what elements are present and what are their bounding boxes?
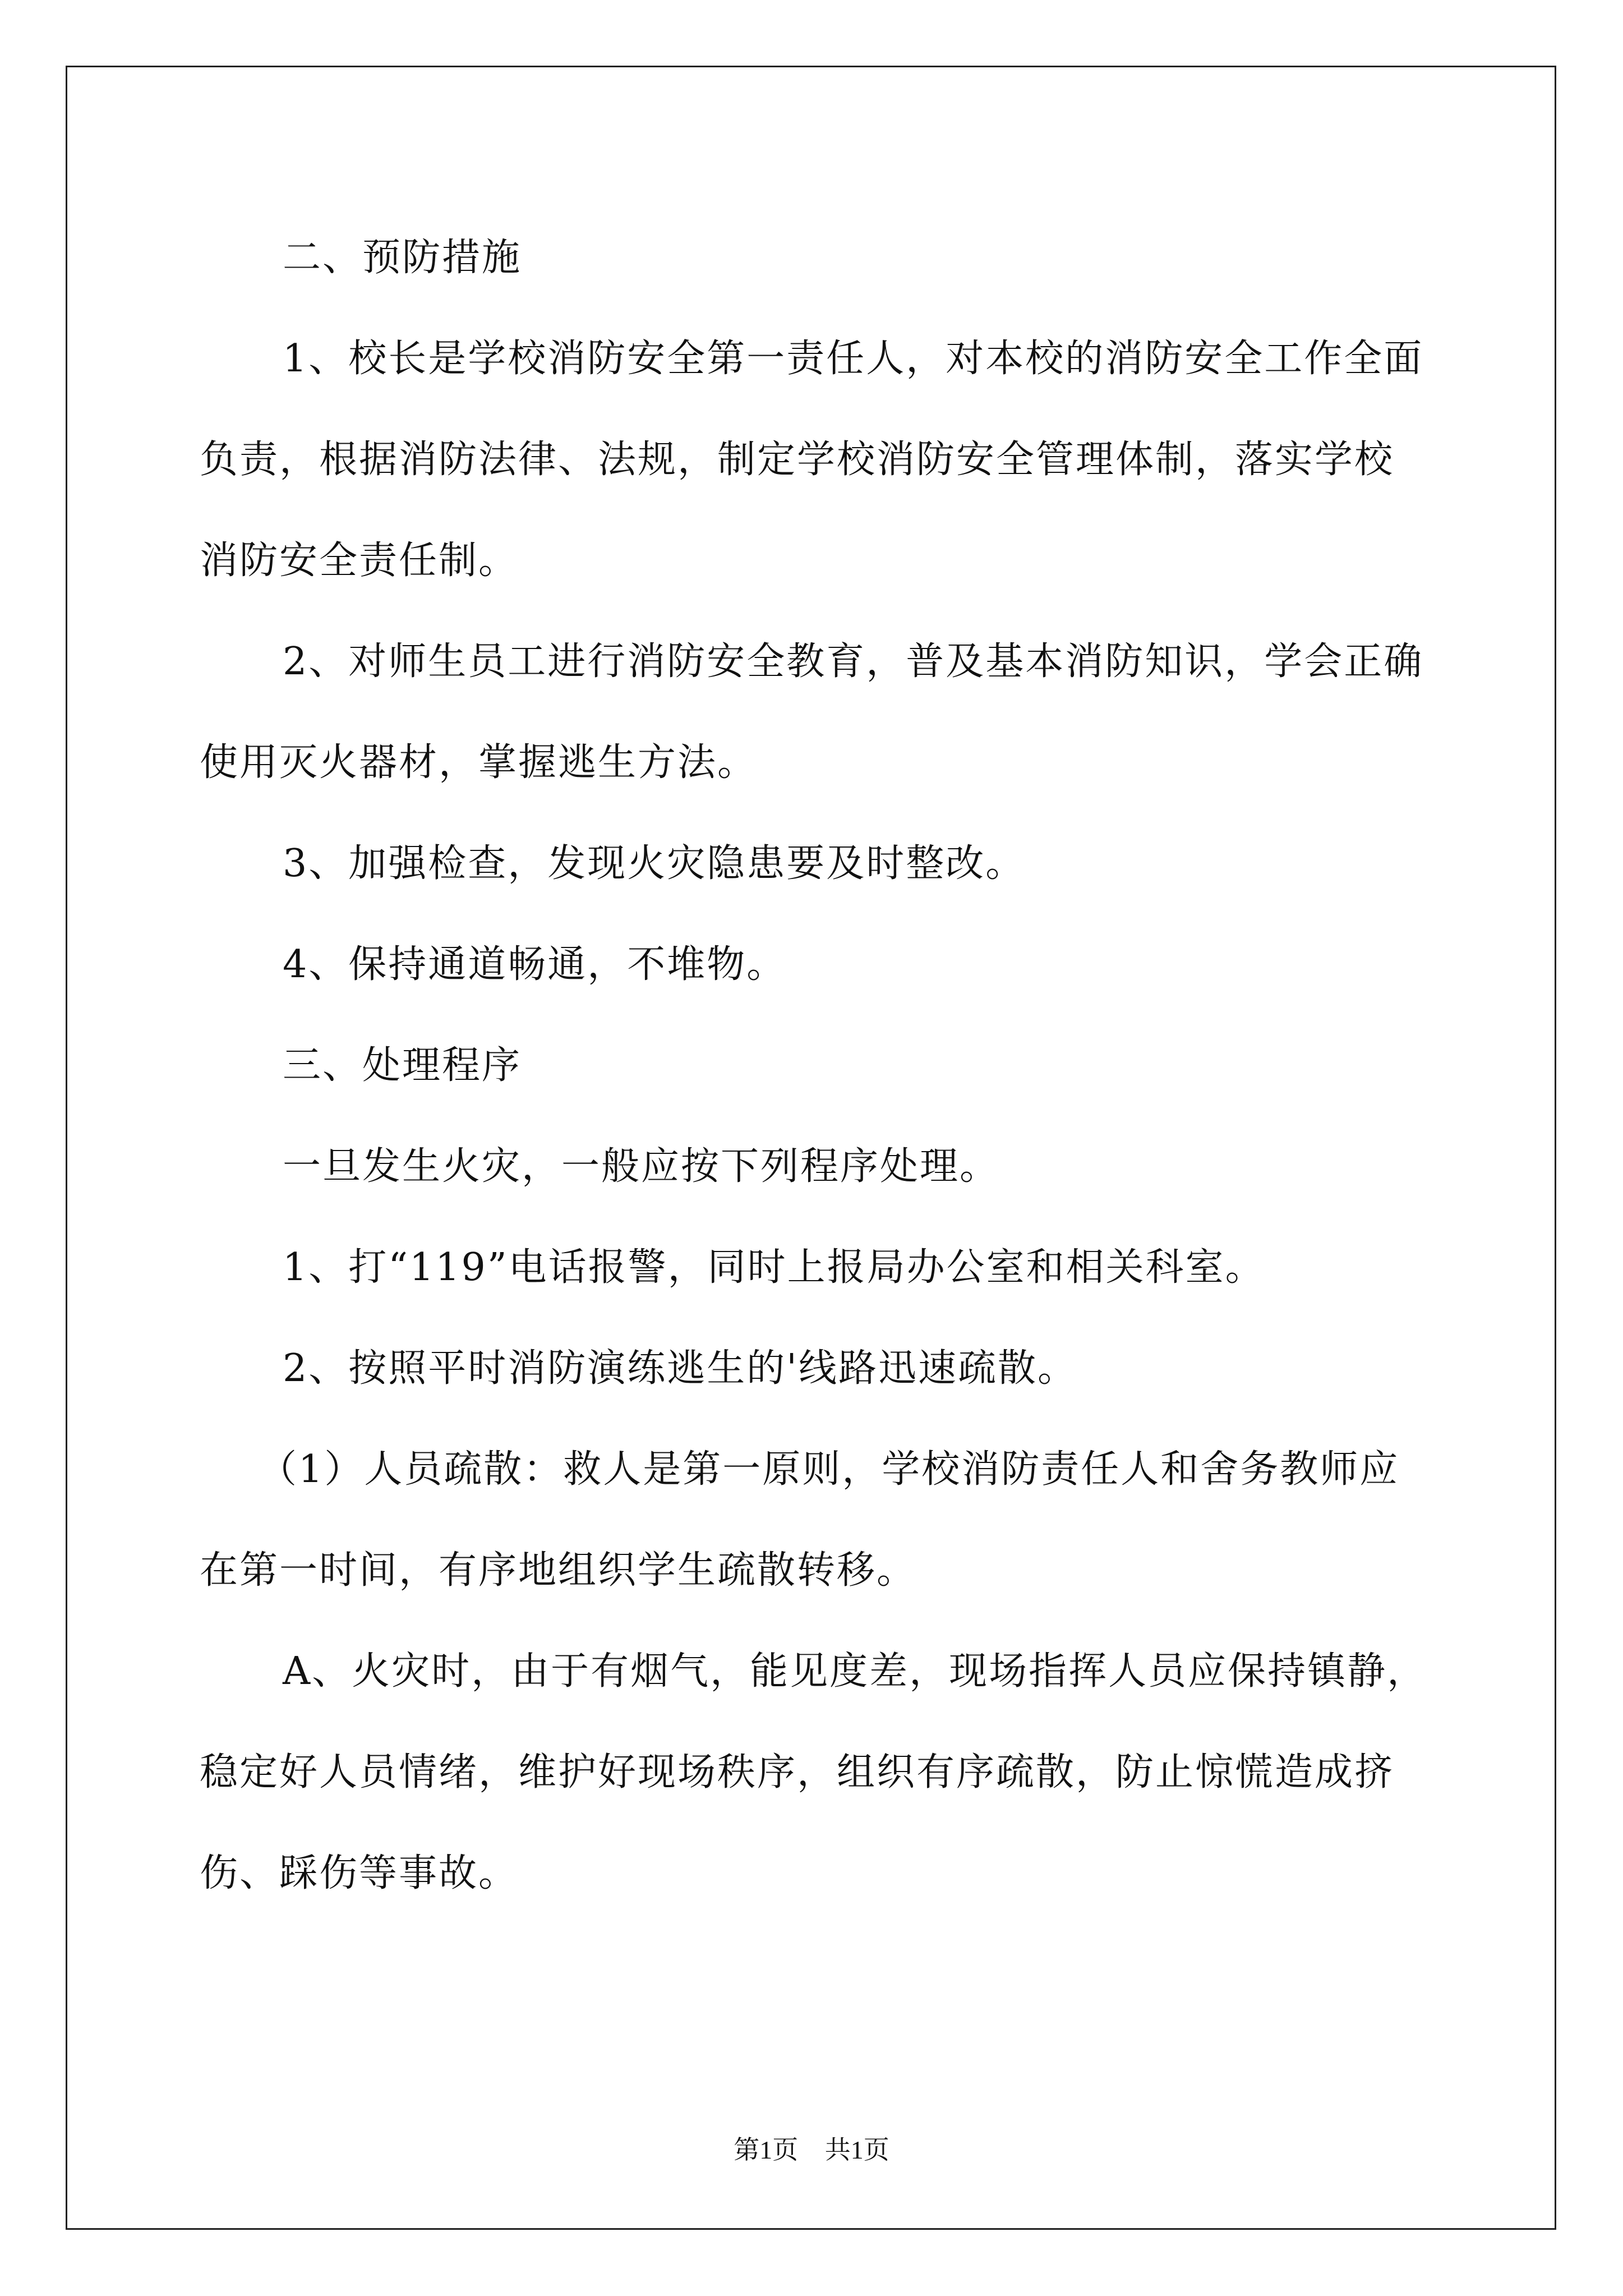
- paragraph-step-2: 2、按照平时消防演练逃生的'线路迅速疏散。: [283, 1346, 1077, 1391]
- paragraph-item-2: 2、对师生员工进行消防安全教育，普及基本消防知识，学会正确使用灭火器材，掌握逃生方法。: [200, 639, 1424, 785]
- paragraph-sub-1: （1）人员疏散：救人是第一原则，学校消防责任人和舍务教师应在第一时间，有序地组织学生疏散转移。: [200, 1447, 1400, 1593]
- paragraph-item-1: 1、校长是学校消防安全第一责任人，对本校的消防安全工作全面负责，根据消防法律、法规，制定学校消防安全管理体制，落实学校消防安全责任制。: [200, 337, 1424, 583]
- paragraph-intro: 一旦发生火灾，一般应按下列程序处理。: [283, 1144, 1000, 1189]
- page-footer: [0, 2129, 1623, 2166]
- section-heading-procedure: 三、处理程序: [283, 1043, 522, 1088]
- section-heading-prevention: 二、预防措施: [283, 236, 522, 280]
- page-number: 第1页: [734, 2136, 799, 2164]
- page-total: 共1页: [824, 2136, 889, 2164]
- document-body: [200, 208, 1431, 1924]
- paragraph-step-1: 1、打“119”电话报警，同时上报局办公室和相关科室。: [283, 1245, 1265, 1290]
- paragraph-sub-a: A、火灾时，由于有烟气，能见度差，现场指挥人员应保持镇静，稳定好人员情绪，维护好现场秩序，组织有序疏散，防止惊慌造成挤伤、踩伤等事故。: [200, 1649, 1427, 1895]
- paragraph-item-3: 3、加强检查，发现火灾隐患要及时整改。: [283, 841, 1026, 886]
- paragraph-item-4: 4、保持通道畅通，不堆物。: [283, 942, 787, 987]
